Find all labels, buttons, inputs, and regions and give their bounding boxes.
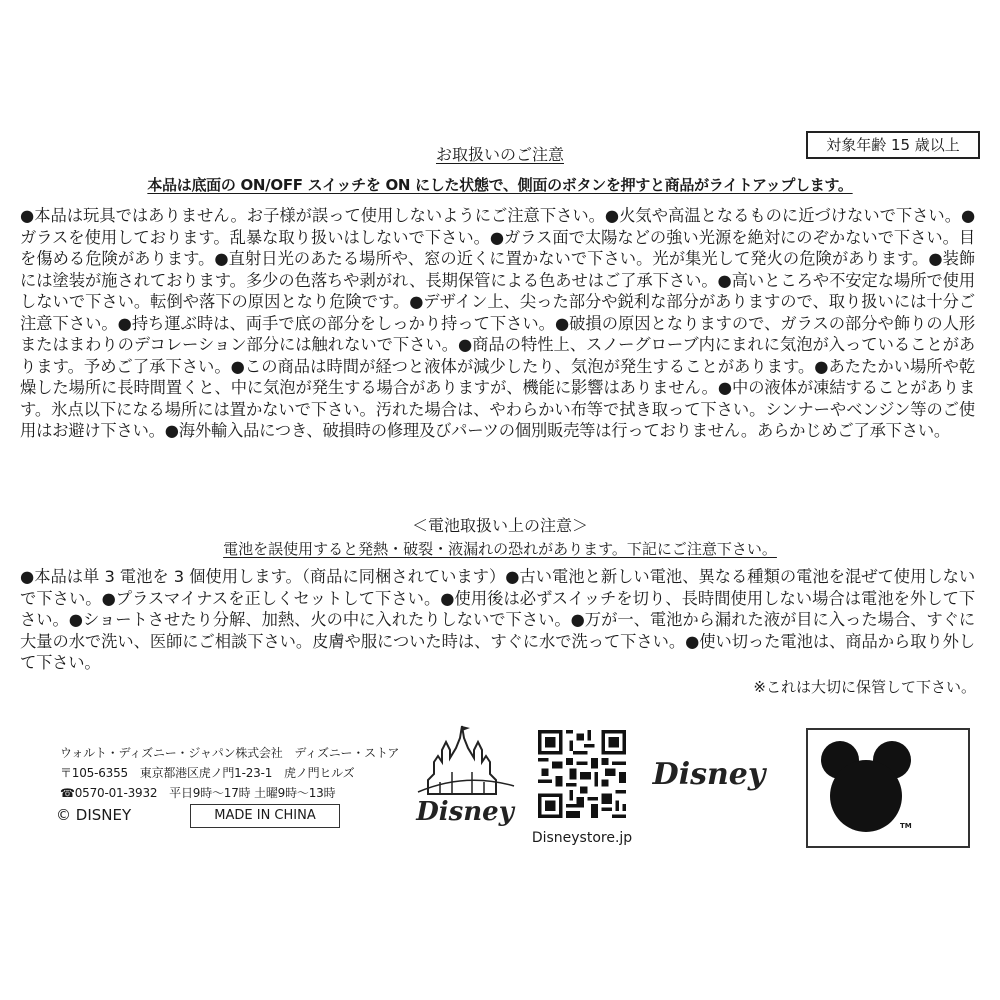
disney-wordmark-text: Disney (652, 757, 766, 792)
castle-wordmark: Disney (416, 797, 514, 827)
keep-note: ※これは大切に保管して下さい。 (753, 678, 976, 696)
disney-castle-logo (410, 722, 520, 832)
mickey-silhouette-icon (820, 738, 912, 836)
light-up-instruction: 本品は底面の ON/OFF スイッチを ON にした状態で、側面のボタンを押すと商品がライトアップします。 (147, 176, 853, 194)
company-address: 〒105-6355 東京都港区虎ノ門1-23-1 虎ノ門ヒルズ (60, 766, 355, 780)
company-info (60, 743, 399, 803)
qr-code[interactable] (538, 730, 626, 818)
cautions-paragraph: ●本品は玩具ではありません。お子様が誤って使用しないようにご注意下さい。●火気や高温となるものに近づけないで下さい。●ガラスを使用しております。乱暴な取り扱いはしないで下さい。●ガラス面で太陽などの強い光源を絶対にのぞかないで下さい。目を傷める危険があります。●直射日光のあたる場所や、窓の近くに置かないで下さい。光が集光して発火の危険があります。●装飾には塗装が施されております。多少の色落ちや剥がれ、長期保管による色あせはご了承下さい。●高いところや不安定な場所で使用しないで下さい。転倒や落下の原因となり危険です。●デザイン上、尖った部分や鋭利な部分がありますので、取り扱いには十分ご注意下さい。●持ち運ぶ時は、両手で底の部分をしっかり持って下さい。●破損の原因となりますので、ガラスの部分や飾りの人形またはまわりのデコレーション部分には触れないで下さい。●商品の特性上、スノーグローブ内にまれに気泡が入っていることがあります。予めご了承下さい。●この商品は時間が経つと液体が減少したり、気泡が発生することがあります。●あたたかい場所や乾燥した場所に長時間置くと、中に気泡が発生する場合がありますが、機能に影響はありません。●中の液体が凍結することがあります。氷点以下になる場所には置かないで下さい。汚れた場合は、やわらかい布等で拭き取って下さい。シンナーやベンジン等のご使用はお避け下さい。●海外輸入品につき、破損時の修理及びパーツの個別販売等は行っておりません。あらかじめご了承下さい。 (20, 206, 976, 440)
company-name: ウォルト・ディズニー・ジャパン株式会社 ディズニー・ストア (60, 746, 400, 760)
mickey-logo-box (806, 728, 970, 848)
store-url[interactable]: Disneystore.jp (531, 830, 633, 846)
age-label: 対象年齢 15 歳以上 (806, 131, 980, 159)
made-in-label: MADE IN CHINA (190, 804, 340, 828)
battery-heading: ＜電池取扱い上の注意＞ (411, 516, 588, 535)
trademark-mark: TM (900, 822, 912, 830)
battery-paragraph: ●本品は単 3 電池を 3 個使用します。（商品に同梱されています）●古い電池と新しい電池、異なる種類の電池を混ぜて使用しないで下さい。●プラスマイナスを正しくセットして下さい。●使用後は必ずスイッチを切り、長時間使用しない場合は電池を外して下さい。●ショートさせたり分解、加熱、火の中に入れたりしないで下さい。●万が一、電池から漏れた液が目に入った場合、すぐに大量の水で洗い、医師にご相談下さい。皮膚や服についた時は、すぐに水で洗って下さい。●使い切った電池は、商品から取り外して下さい。 (20, 567, 975, 672)
company-phone: ☎0570-01-3932 平日9時～17時 土曜9時～13時 (60, 786, 336, 800)
copyright: © DISNEY (56, 806, 132, 824)
notice-title: お取扱いのご注意 (435, 145, 564, 164)
disney-wordmark-logo (652, 752, 767, 794)
battery-warning: 電池を誤使用すると発熱・破裂・液漏れの恐れがあります。下記にご注意下さい。 (223, 540, 777, 558)
